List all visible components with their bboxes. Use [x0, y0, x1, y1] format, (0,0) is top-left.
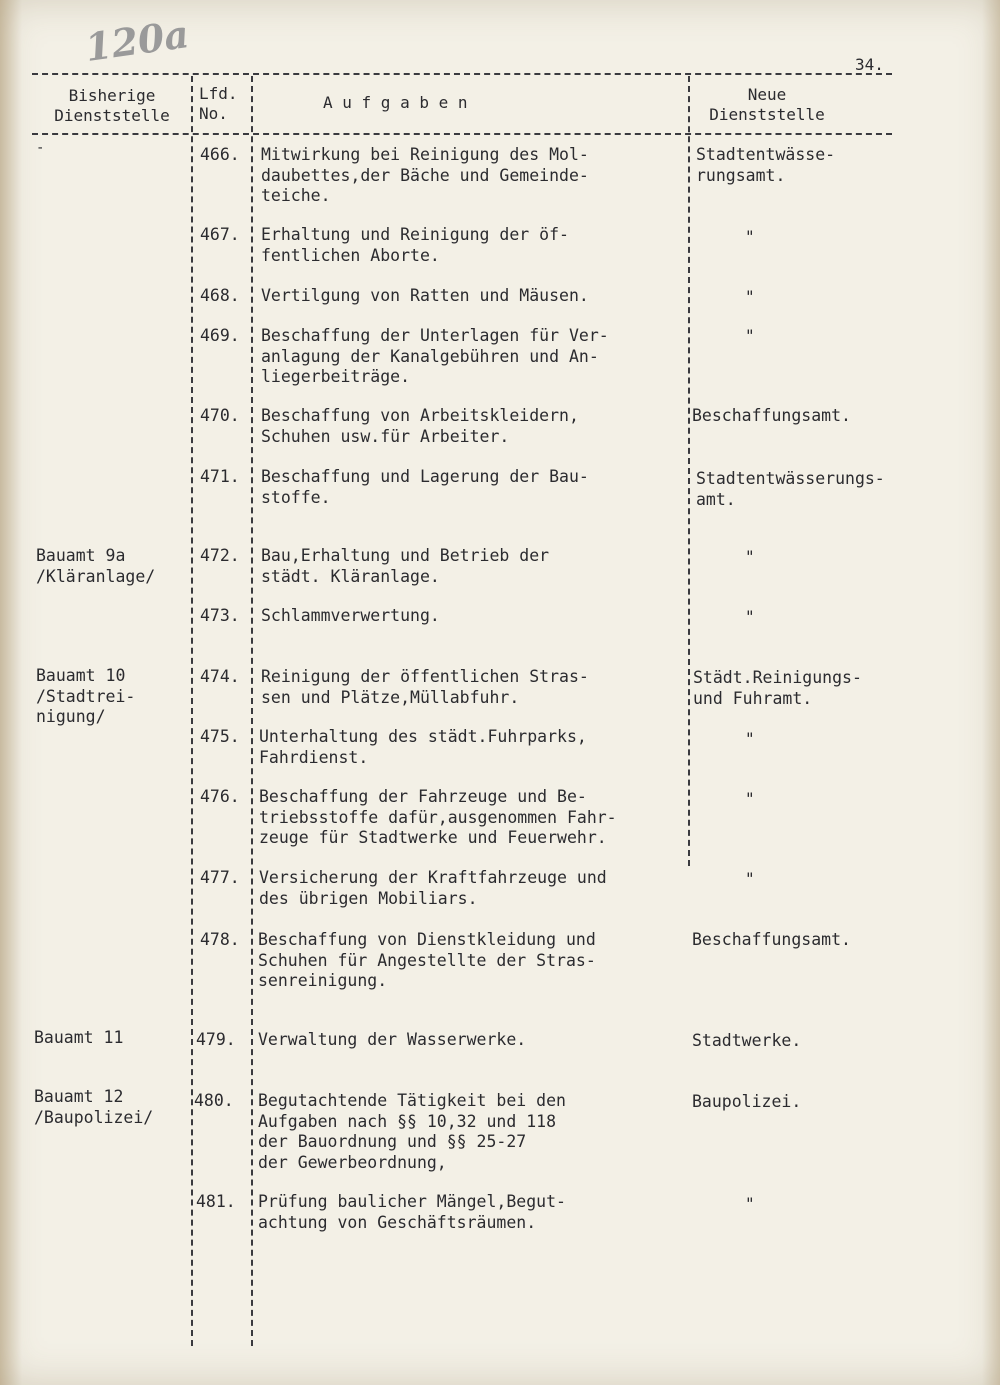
row-new-office: Baupolizei. [692, 1092, 802, 1111]
row-number: 471. [200, 467, 240, 486]
ditto-mark: " [745, 227, 755, 246]
paper-edge-left [0, 0, 22, 1385]
row-number: 478. [200, 930, 240, 949]
row-new-office: Stadtwerke. [692, 1031, 802, 1050]
column-divider-1 [191, 76, 193, 1346]
row-task: Versicherung der Kraftfahrzeuge und des übrigen Mobiliars. [259, 868, 607, 908]
previous-office-bauamt-11: Bauamt 11 [34, 1028, 124, 1047]
ditto-mark: " [745, 326, 755, 345]
row-number: 479. [196, 1030, 236, 1049]
row-number: 470. [200, 406, 240, 425]
row-task: Schlammverwertung. [261, 606, 440, 625]
row-task: Bau,Erhaltung und Betrieb der städt. Kläranlage. [261, 546, 550, 586]
previous-office-bauamt-12: Bauamt 12 /Baupolizei/ [34, 1087, 154, 1127]
ditto-mark: " [745, 287, 755, 306]
row-number: 469. [200, 326, 240, 345]
row-number: 467. [200, 225, 240, 244]
table-header-rule [32, 133, 892, 135]
pencil-annotation: 120a [82, 10, 192, 71]
row-new-office: Beschaffungsamt. [692, 406, 851, 425]
ditto-mark: " [745, 1194, 755, 1213]
page-number: 34. [855, 55, 884, 74]
row-number: 475. [200, 727, 240, 746]
ditto-mark: " [745, 789, 755, 808]
row-new-office: Beschaffungsamt. [692, 930, 851, 949]
row-number: 477. [200, 868, 240, 887]
paper-edge-right [982, 0, 1000, 1385]
column-divider-3 [688, 76, 690, 866]
column-divider-2 [251, 76, 253, 1346]
row-number: 473. [200, 606, 240, 625]
table-top-rule [32, 73, 892, 75]
row-number: 472. [200, 546, 240, 565]
header-serial-number: Lfd. No. [199, 84, 238, 123]
row-task: Begutachtende Tätigkeit bei den Aufgaben nach §§ 10,32 und 118 der Bauordnung und §§ 25-27 der Gewerbeordnung, [258, 1091, 566, 1172]
row-new-office: Städt.Reinigungs- und Fuhramt. [693, 668, 862, 708]
header-previous-office: Bisherige Dienststelle [54, 86, 170, 125]
ditto-mark: " [745, 607, 755, 626]
row-new-office: Stadtentwässerungs- amt. [696, 469, 885, 509]
row-task: Beschaffung und Lagerung der Bau- stoffe. [261, 467, 589, 507]
ditto-mark: " [745, 729, 755, 748]
dash-mark: - [36, 140, 45, 156]
row-number: 466. [200, 145, 240, 164]
row-task: Beschaffung der Unterlagen für Ver- anlagung der Kanalgebühren und An- liegerbeiträge. [261, 326, 609, 386]
row-task: Reinigung der öffentlichen Stras- sen und Plätze,Müllabfuhr. [261, 667, 589, 707]
row-task: Erhaltung und Reinigung der öf- fentlichen Aborte. [261, 225, 569, 265]
row-task: Verwaltung der Wasserwerke. [258, 1030, 527, 1049]
row-number: 480. [194, 1091, 234, 1110]
row-task: Beschaffung der Fahrzeuge und Be- triebsstoffe dafür,ausgenommen Fahr- zeuge für Stadtwerke und Feuerwehr. [259, 787, 617, 847]
row-task: Vertilgung von Ratten und Mäusen. [261, 286, 589, 305]
row-task: Mitwirkung bei Reinigung des Mol- daubettes,der Bäche und Gemeinde- teiche. [261, 145, 589, 205]
row-task: Beschaffung von Dienstkleidung und Schuhen für Angestellte der Stras- senreinigung. [258, 930, 596, 990]
row-task: Unterhaltung des städt.Fuhrparks, Fahrdienst. [259, 727, 587, 767]
row-task: Prüfung baulicher Mängel,Begut- achtung von Geschäftsräumen. [258, 1192, 566, 1232]
row-new-office: Stadtentwässe- rungsamt. [696, 145, 836, 185]
row-number: 481. [196, 1192, 236, 1211]
header-tasks: A u f g a b e n [323, 93, 468, 112]
row-task: Beschaffung von Arbeitskleidern, Schuhen usw.für Arbeiter. [261, 406, 579, 446]
header-new-office: Neue Dienststelle [709, 85, 825, 124]
ditto-mark: " [745, 869, 755, 888]
ditto-mark: " [745, 547, 755, 566]
previous-office-bauamt-10: Bauamt 10 /Stadtrei- nigung/ [36, 666, 136, 726]
row-number: 476. [200, 787, 240, 806]
row-number: 474. [200, 667, 240, 686]
previous-office-bauamt-9a: Bauamt 9a /Kläranlage/ [36, 546, 156, 586]
row-number: 468. [200, 286, 240, 305]
